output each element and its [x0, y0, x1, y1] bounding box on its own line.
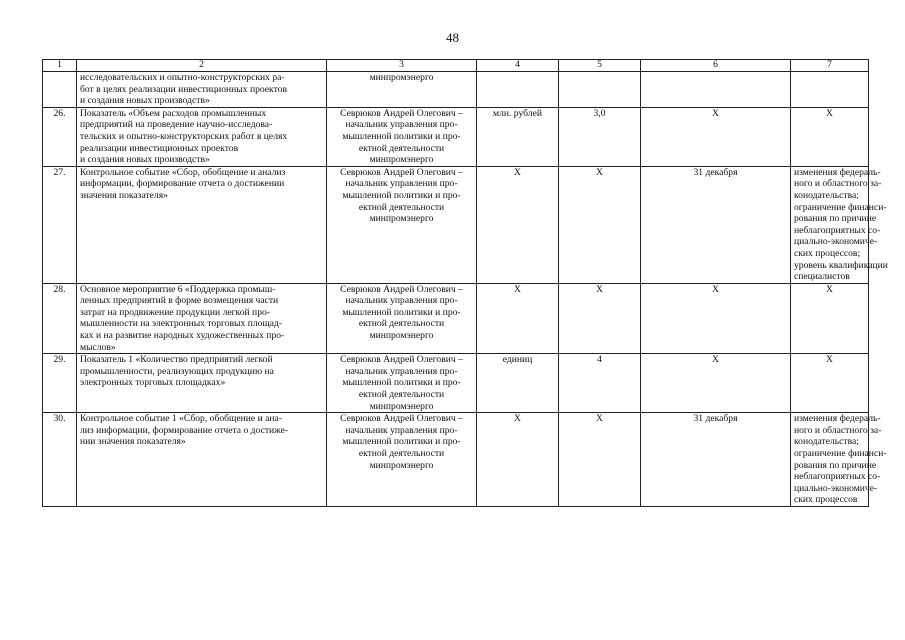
value-cell	[559, 72, 641, 108]
responsible-person-line: ектной деятельности	[358, 142, 445, 154]
value-cell: Х	[559, 166, 641, 283]
risks-cell-line: Х	[826, 354, 833, 366]
risks-cell-line: уровень квалификации	[794, 259, 888, 271]
column-header-5: 5	[559, 60, 641, 72]
row-number: 27.	[43, 166, 77, 283]
value-cell: Х	[559, 283, 641, 354]
value-cell: 3,0	[559, 107, 641, 166]
table-row	[43, 107, 869, 166]
risks-cell-line: неблагоприятных со-	[794, 224, 881, 236]
measure-name	[77, 107, 327, 166]
measure-name-line: значения показателя»	[80, 189, 168, 201]
column-header-3: 3	[327, 60, 477, 72]
unit-cell: Х	[477, 166, 559, 283]
measure-name-line: электронных торговых площадках»	[80, 377, 226, 389]
risks-cell	[791, 413, 887, 507]
risks-cell-line: рования по причине	[794, 459, 877, 471]
measure-name-line: ках и на развитие народных художественных про-	[80, 330, 285, 342]
value-cell: Х	[559, 413, 641, 507]
measure-name-line: бот в целях реализации инвестиционных проектов	[80, 83, 287, 95]
responsible-person-line: минпромэнерго	[369, 459, 434, 471]
risks-cell-line: конодательства;	[794, 436, 859, 448]
risks-cell	[791, 283, 869, 354]
measure-name-line: и создания новых производств»	[80, 95, 210, 107]
responsible-person-line: начальник управления про-	[345, 119, 458, 131]
risks-cell-line: ограничение финанси-	[794, 448, 887, 459]
header-row	[43, 60, 869, 72]
row-number	[43, 72, 77, 108]
responsible-person	[327, 107, 477, 166]
responsible-person	[327, 283, 477, 354]
row-number: 30.	[43, 413, 77, 507]
responsible-person-line: ектной деятельности	[358, 318, 445, 330]
responsible-person-line: начальник управления про-	[345, 365, 458, 377]
row-number: 26.	[43, 107, 77, 166]
measure-name-line: Контрольное событие «Сбор, обобщение и анализ	[80, 166, 286, 178]
responsible-person-line: минпромэнерго	[369, 72, 434, 83]
responsible-person-line: ектной деятельности	[358, 389, 445, 401]
column-header-7: 7	[791, 60, 869, 72]
risks-cell-line: конодательства;	[794, 189, 859, 201]
responsible-person-line: Севрюков Андрей Олегович –	[340, 107, 463, 119]
unit-cell: Х	[477, 413, 559, 507]
responsible-person-line: мышленной политики и про-	[342, 130, 461, 142]
responsible-person-line: минпромэнерго	[369, 400, 434, 412]
unit-cell: млн. рублей	[477, 107, 559, 166]
responsible-person-line: мышленной политики и про-	[342, 377, 461, 389]
table-row	[43, 72, 869, 108]
responsible-person-line: Севрюков Андрей Олегович –	[340, 283, 463, 295]
risks-cell-line: изменения федераль-	[794, 166, 881, 178]
table-row	[43, 354, 869, 413]
measure-name-line: мыслов»	[80, 341, 116, 353]
responsible-person-line: начальник управления про-	[345, 295, 458, 307]
risks-cell-line: циально-экономиче-	[794, 236, 878, 248]
date-cell: Х	[641, 107, 791, 166]
risks-cell-line: рования по причине	[794, 213, 877, 225]
responsible-person-line: минпромэнерго	[369, 330, 434, 342]
measure-name-line: и создания новых производств»	[80, 154, 210, 166]
date-cell: 31 декабря	[641, 413, 791, 507]
table-header	[43, 60, 869, 72]
measure-name-line: ленных предприятий в форме возмещения части	[80, 295, 279, 307]
risks-cell-line: ного и областного за-	[794, 424, 882, 436]
risks-cell-line: неблагоприятных со-	[794, 471, 881, 483]
column-header-6: 6	[641, 60, 791, 72]
column-header-1: 1	[43, 60, 77, 72]
risks-cell-line: ного и областного за-	[794, 178, 882, 190]
responsible-person-line: ектной деятельности	[358, 201, 445, 213]
row-number: 28.	[43, 283, 77, 354]
risks-cell	[791, 107, 869, 166]
responsible-person	[327, 354, 477, 413]
responsible-person-line: Севрюков Андрей Олегович –	[340, 354, 463, 366]
responsible-person-line: минпромэнерго	[369, 154, 434, 166]
measure-name-line: исследовательских и опытно-конструкторских ра-	[80, 72, 285, 83]
measure-name-line: промышленности, реализующих продукцию на	[80, 365, 274, 377]
risks-cell-line: изменения федераль-	[794, 413, 881, 425]
measure-name	[77, 166, 327, 283]
column-header-4: 4	[477, 60, 559, 72]
measure-name-line: затрат на продвижение продукции легкой про-	[80, 306, 270, 318]
risks-cell-line: ских процессов;	[794, 247, 861, 259]
unit-cell	[477, 72, 559, 108]
responsible-person-line: мышленной политики и про-	[342, 436, 461, 448]
measure-name-line: реализации инвестиционных проектов	[80, 142, 239, 154]
risks-cell-line: Х	[826, 283, 833, 295]
measure-name-line: Контрольное событие 1 «Сбор, обобщение и ана-	[80, 413, 282, 425]
responsible-person-line: ектной деятельности	[358, 448, 445, 459]
page-number: 48	[446, 30, 459, 45]
risks-cell-line: специалистов	[794, 271, 850, 283]
risks-cell-line: циально-экономиче-	[794, 482, 878, 494]
measures-table	[42, 59, 888, 507]
date-cell	[641, 72, 791, 108]
risks-cell-line: ограничение финанси-	[794, 201, 887, 213]
risks-cell-line: Х	[826, 107, 833, 119]
responsible-person	[327, 72, 477, 108]
measure-name-line: Показатель 1 «Количество предприятий легкой	[80, 354, 273, 366]
unit-cell: единиц	[477, 354, 559, 413]
responsible-person-line: Севрюков Андрей Олегович –	[340, 166, 463, 178]
responsible-person	[327, 166, 477, 283]
responsible-person-line: начальник управления про-	[345, 178, 458, 190]
responsible-person-line: минпромэнерго	[369, 213, 434, 225]
unit-cell: Х	[477, 283, 559, 354]
row-number: 29.	[43, 354, 77, 413]
table-body	[43, 72, 888, 507]
measure-name-line: информации, формирование отчета о достижении	[80, 178, 285, 190]
risks-cell	[791, 166, 888, 283]
risks-cell	[791, 72, 869, 108]
responsible-person-line: начальник управления про-	[345, 424, 458, 436]
date-cell: Х	[641, 354, 791, 413]
measure-name	[77, 413, 327, 507]
table-row	[43, 413, 869, 507]
responsible-person-line: мышленной политики и про-	[342, 306, 461, 318]
responsible-person-line: мышленной политики и про-	[342, 189, 461, 201]
measure-name-line: тельских и опытно-конструкторских работ в целях	[80, 130, 288, 142]
table-row	[43, 283, 869, 354]
measure-name-line: Показатель «Объем расходов промышленных	[80, 107, 267, 119]
date-cell: 31 декабря	[641, 166, 791, 283]
responsible-person-line: Севрюков Андрей Олегович –	[340, 413, 463, 425]
date-cell: Х	[641, 283, 791, 354]
measure-name	[77, 283, 327, 354]
table-row	[43, 166, 869, 283]
measure-name	[77, 354, 327, 413]
value-cell: 4	[559, 354, 641, 413]
measure-name-line: мышленности на электронных торговых площад-	[80, 318, 283, 330]
measure-name-line: лиз информации, формирование отчета о достиже-	[80, 424, 289, 436]
risks-cell	[791, 354, 869, 413]
risks-cell-line: ских процессов	[794, 494, 858, 506]
measure-name-line: нии значения показателя»	[80, 436, 186, 448]
measure-name	[77, 72, 327, 108]
measure-name-line: Основное мероприятие 6 «Поддержка промыш-	[80, 283, 276, 295]
responsible-person	[327, 413, 477, 507]
column-header-2: 2	[77, 60, 327, 72]
measure-name-line: предприятий на проведение научно-исследова-	[80, 119, 273, 131]
